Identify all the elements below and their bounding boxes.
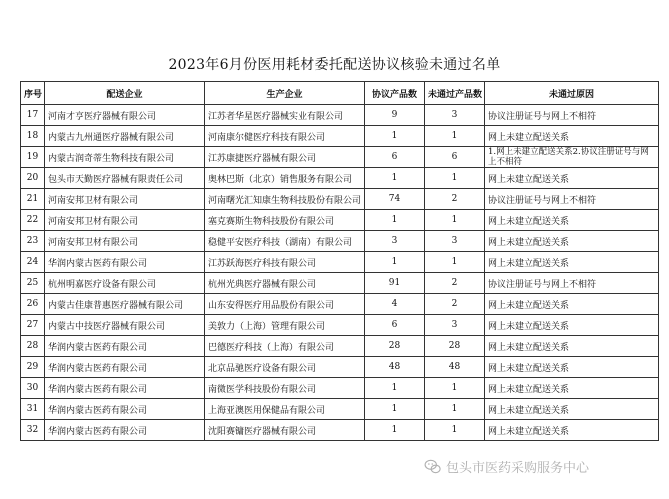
wechat-icon [424, 458, 442, 476]
cell-no: 31 [21, 399, 45, 420]
cell-agreement-count: 1 [365, 252, 425, 273]
cell-no: 25 [21, 273, 45, 294]
cell-distributor: 内蒙古九州通医疗器械有限公司 [45, 126, 205, 147]
cell-manufacturer: 北京品驰医疗设备有限公司 [205, 357, 365, 378]
cell-distributor: 华润内蒙古医药有限公司 [45, 399, 205, 420]
cell-failed-count: 1 [425, 210, 485, 231]
cell-agreement-count: 9 [365, 105, 425, 126]
cell-failed-count: 1 [425, 378, 485, 399]
cell-agreement-count: 3 [365, 231, 425, 252]
table-row [21, 294, 659, 315]
cell-agreement-count: 91 [365, 273, 425, 294]
cell-reason: 网上未建立配送关系 [485, 357, 659, 378]
cell-failed-count: 2 [425, 189, 485, 210]
table-row [21, 231, 659, 252]
table-row [21, 252, 659, 273]
cell-distributor: 内蒙古佳康普惠医疗器械有限公司 [45, 294, 205, 315]
cell-agreement-count: 1 [365, 420, 425, 441]
cell-no: 17 [21, 105, 45, 126]
cell-manufacturer: 南微医学科技股份有限公司 [205, 378, 365, 399]
cell-no: 20 [21, 168, 45, 189]
table-row [21, 273, 659, 294]
failed-list-table [20, 81, 659, 441]
cell-no: 19 [21, 147, 45, 168]
cell-manufacturer: 江苏跃海医疗科技有限公司 [205, 252, 365, 273]
cell-distributor: 华润内蒙古医药有限公司 [45, 420, 205, 441]
cell-reason: 1.网上未建立配送关系2.协议注册证号与网上不相符 [485, 147, 659, 168]
cell-agreement-count: 6 [365, 147, 425, 168]
cell-reason: 协议注册证号与网上不相符 [485, 273, 659, 294]
cell-reason: 网上未建立配送关系 [485, 315, 659, 336]
cell-manufacturer: 巴德医疗科技（上海）有限公司 [205, 336, 365, 357]
table-row [21, 357, 659, 378]
table-row [21, 315, 659, 336]
header-reason: 未通过原因 [485, 82, 659, 105]
cell-reason: 网上未建立配送关系 [485, 294, 659, 315]
cell-failed-count: 3 [425, 231, 485, 252]
cell-manufacturer: 河南曙光汇知康生物科技股份有限公司 [205, 189, 365, 210]
cell-no: 29 [21, 357, 45, 378]
cell-failed-count: 1 [425, 252, 485, 273]
cell-distributor: 华润内蒙古医药有限公司 [45, 252, 205, 273]
cell-failed-count: 48 [425, 357, 485, 378]
header-distributor: 配送企业 [45, 82, 205, 105]
cell-reason: 网上未建立配送关系 [485, 420, 659, 441]
cell-distributor: 华润内蒙古医药有限公司 [45, 336, 205, 357]
cell-no: 21 [21, 189, 45, 210]
header-failed-count: 未通过产品数 [425, 82, 485, 105]
table-row [21, 378, 659, 399]
table-row [21, 147, 659, 168]
cell-failed-count: 1 [425, 126, 485, 147]
cell-reason: 网上未建立配送关系 [485, 126, 659, 147]
cell-no: 28 [21, 336, 45, 357]
cell-no: 27 [21, 315, 45, 336]
cell-distributor: 华润内蒙古医药有限公司 [45, 357, 205, 378]
cell-manufacturer: 美敦力（上海）管理有限公司 [205, 315, 365, 336]
table-header-row [21, 82, 659, 105]
cell-reason: 网上未建立配送关系 [485, 378, 659, 399]
cell-failed-count: 1 [425, 399, 485, 420]
watermark [424, 457, 589, 476]
cell-reason: 网上未建立配送关系 [485, 168, 659, 189]
cell-agreement-count: 6 [365, 315, 425, 336]
table-body [21, 105, 659, 441]
cell-agreement-count: 28 [365, 336, 425, 357]
cell-no: 18 [21, 126, 45, 147]
cell-agreement-count: 1 [365, 126, 425, 147]
cell-reason: 协议注册证号与网上不相符 [485, 105, 659, 126]
cell-distributor: 包头市天勤医疗器械有限责任公司 [45, 168, 205, 189]
header-no: 序号 [21, 82, 45, 105]
cell-distributor: 河南安邦卫材有限公司 [45, 189, 205, 210]
cell-failed-count: 28 [425, 336, 485, 357]
cell-failed-count: 3 [425, 105, 485, 126]
cell-distributor: 杭州明嘉医疗设备有限公司 [45, 273, 205, 294]
table-row [21, 168, 659, 189]
cell-manufacturer: 上海亚澳医用保健品有限公司 [205, 399, 365, 420]
header-agreement-count: 协议产品数 [365, 82, 425, 105]
cell-reason: 网上未建立配送关系 [485, 210, 659, 231]
table-row [21, 126, 659, 147]
cell-reason: 网上未建立配送关系 [485, 336, 659, 357]
cell-reason: 网上未建立配送关系 [485, 399, 659, 420]
cell-manufacturer: 杭州光典医疗器械有限公司 [205, 273, 365, 294]
cell-manufacturer: 塞克赛斯生物科技股份有限公司 [205, 210, 365, 231]
cell-reason: 网上未建立配送关系 [485, 231, 659, 252]
table-row [21, 210, 659, 231]
document-title: 2023年6月份医用耗材委托配送协议核验未通过名单 [168, 57, 501, 73]
cell-agreement-count: 1 [365, 399, 425, 420]
cell-no: 26 [21, 294, 45, 315]
cell-failed-count: 3 [425, 315, 485, 336]
table-row [21, 189, 659, 210]
cell-distributor: 内蒙古润奇蒂生物科技有限公司 [45, 147, 205, 168]
cell-failed-count: 6 [425, 147, 485, 168]
cell-agreement-count: 1 [365, 378, 425, 399]
cell-no: 24 [21, 252, 45, 273]
cell-failed-count: 1 [425, 420, 485, 441]
table-row [21, 105, 659, 126]
cell-agreement-count: 4 [365, 294, 425, 315]
cell-manufacturer: 江苏者华星医疗器械实业有限公司 [205, 105, 365, 126]
cell-failed-count: 1 [425, 168, 485, 189]
cell-failed-count: 2 [425, 273, 485, 294]
cell-manufacturer: 江苏康捷医疗器械有限公司 [205, 147, 365, 168]
watermark-text: 包头市医药采购服务中心 [446, 461, 590, 476]
cell-distributor: 河南安邦卫材有限公司 [45, 210, 205, 231]
cell-distributor: 河南安邦卫材有限公司 [45, 231, 205, 252]
cell-agreement-count: 1 [365, 210, 425, 231]
cell-reason: 协议注册证号与网上不相符 [485, 189, 659, 210]
table-row [21, 399, 659, 420]
cell-no: 30 [21, 378, 45, 399]
cell-agreement-count: 1 [365, 168, 425, 189]
cell-manufacturer: 稳健平安医疗科技（湖南）有限公司 [205, 231, 365, 252]
table-row [21, 336, 659, 357]
cell-distributor: 内蒙古中技医疗器械有限公司 [45, 315, 205, 336]
cell-no: 32 [21, 420, 45, 441]
cell-manufacturer: 奥林巴斯（北京）销售服务有限公司 [205, 168, 365, 189]
cell-no: 22 [21, 210, 45, 231]
cell-manufacturer: 沈阳赛镛医疗器械有限公司 [205, 420, 365, 441]
cell-failed-count: 2 [425, 294, 485, 315]
header-manufacturer: 生产企业 [205, 82, 365, 105]
cell-agreement-count: 48 [365, 357, 425, 378]
cell-manufacturer: 山东安得医疗用品股份有限公司 [205, 294, 365, 315]
table-row [21, 420, 659, 441]
cell-manufacturer: 河南康尔健医疗科技有限公司 [205, 126, 365, 147]
cell-agreement-count: 74 [365, 189, 425, 210]
cell-distributor: 河南才亨医疗器械有限公司 [45, 105, 205, 126]
cell-distributor: 华润内蒙古医药有限公司 [45, 378, 205, 399]
cell-reason: 网上未建立配送关系 [485, 252, 659, 273]
cell-no: 23 [21, 231, 45, 252]
